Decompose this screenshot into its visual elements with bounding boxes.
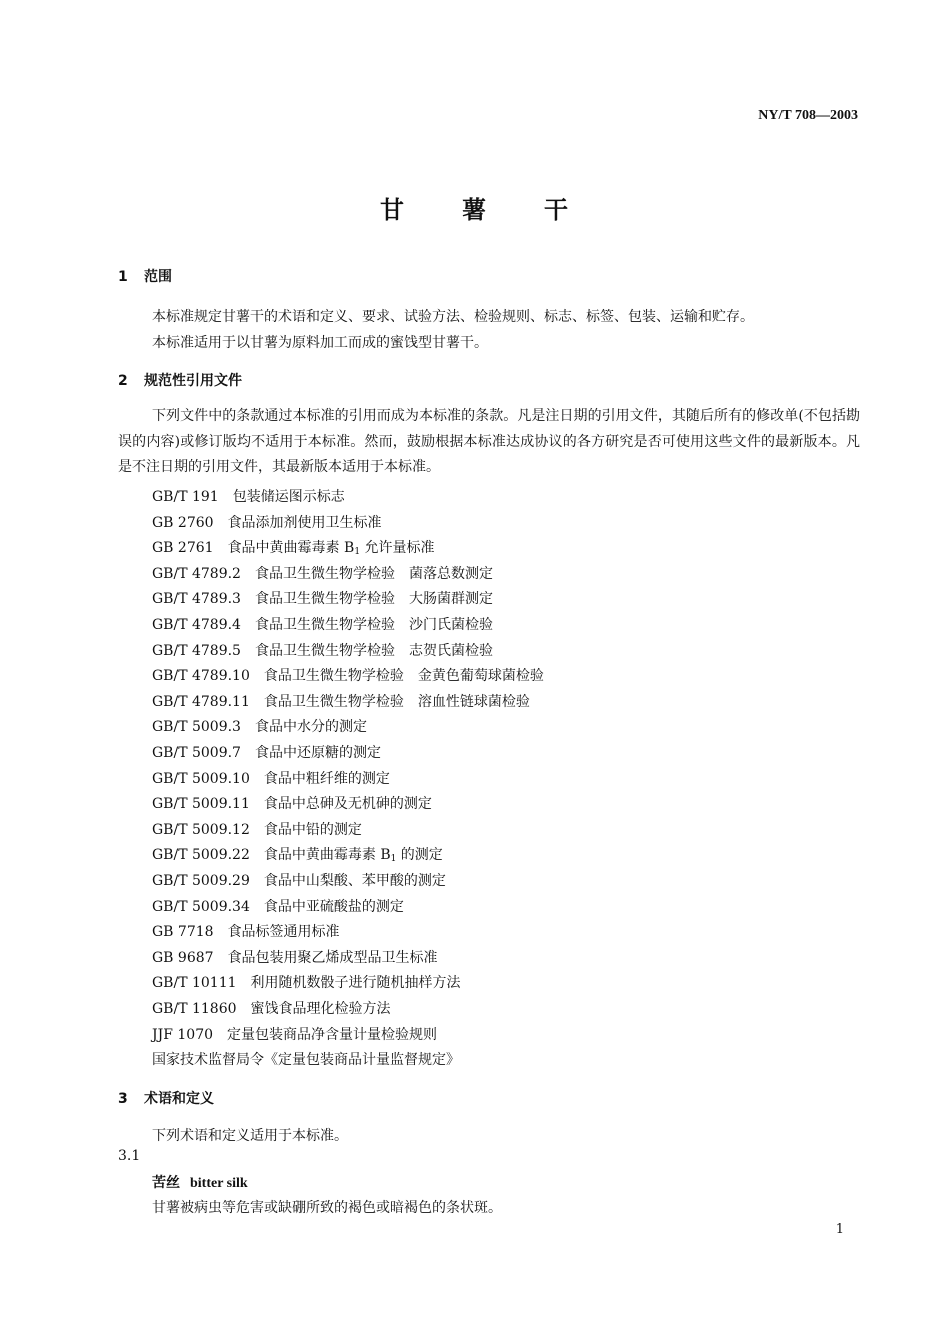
clause-number: 3.1 (118, 1148, 141, 1164)
reference-item (152, 563, 493, 583)
paragraph: 本标准适用于以甘薯为原料加工而成的蜜饯型甘薯干。 (152, 335, 488, 351)
subscript: 1 (354, 547, 361, 558)
term-definition: 甘薯被病虫等危害或缺硼所致的褐色或暗褐色的条状斑。 (152, 1200, 502, 1216)
standard-number: NY/T 708—2003 (758, 108, 858, 123)
section-title: 范围 (144, 269, 172, 285)
reference-item (152, 870, 446, 890)
reference-code: GB/T 5009.7 (152, 745, 241, 761)
reference-code: GB/T 5009.10 (152, 770, 250, 787)
reference-code: GB/T 11860 (152, 1001, 237, 1017)
reference-title: 食品中水分的测定 (254, 719, 367, 736)
reference-code: GB/T 4789.11 (152, 693, 250, 710)
paragraph: 本标准规定甘薯干的术语和定义、要求、试验方法、检验规则、标志、标签、包装、运输和贮存。 (152, 309, 754, 325)
reference-item (152, 768, 390, 788)
page-number: 1 (835, 1222, 844, 1237)
reference-code: GB/T 5009.34 (152, 898, 250, 915)
reference-title: 食品卫生微生物学检验 志贺氏菌检验 (254, 642, 493, 659)
reference-title: 国家技术监督局令《定量包装商品计量监督规定》 (152, 1052, 460, 1069)
title-char: 薯 (462, 195, 488, 224)
reference-item (152, 640, 493, 660)
reference-title: 包装储运图示标志 (232, 489, 345, 505)
reference-code: GB/T 5009.12 (152, 821, 250, 838)
title-char: 干 (544, 195, 570, 224)
term-heading (152, 1172, 248, 1192)
reference-title: 食品卫生微生物学检验 金黄色葡萄球菌检验 (263, 668, 544, 685)
reference-code: GB/T 5009.29 (152, 873, 250, 889)
reference-item (152, 1049, 460, 1069)
reference-code: GB/T 191 (152, 489, 219, 505)
document-title (0, 190, 950, 225)
section-2-heading (118, 370, 242, 390)
reference-code: GB/T 4789.5 (152, 642, 241, 659)
section-1-heading (118, 266, 172, 286)
section-title: 规范性引用文件 (144, 373, 242, 389)
reference-title: 食品包装用聚乙烯成型品卫生标准 (227, 949, 438, 966)
reference-code: GB 9687 (152, 949, 214, 966)
reference-item (152, 819, 362, 839)
reference-item (152, 691, 530, 711)
reference-code: GB/T 4789.4 (152, 617, 241, 633)
reference-title: 利用随机数骰子进行随机抽样方法 (250, 975, 461, 992)
reference-item (152, 844, 443, 864)
reference-title: 食品卫生微生物学检验 大肠菌群测定 (254, 591, 493, 608)
reference-item (152, 947, 438, 967)
section-number: 1 (118, 269, 128, 285)
reference-item (152, 512, 382, 532)
reference-code: GB 2761 (152, 540, 214, 557)
reference-title: 食品卫生微生物学检验 溶血性链球菌检验 (263, 693, 530, 710)
reference-title: 食品卫生微生物学检验 菌落总数测定 (254, 565, 493, 582)
reference-item (152, 1024, 437, 1044)
reference-code: GB 7718 (152, 924, 214, 941)
reference-item (152, 972, 461, 992)
reference-code: GB/T 5009.22 (152, 847, 250, 864)
reference-title: 定量包装商品净含量计量检验规则 (227, 1026, 438, 1043)
reference-title: 食品标签通用标准 (227, 924, 340, 941)
reference-code: GB/T 4789.3 (152, 591, 241, 608)
reference-title: 食品中粗纤维的测定 (263, 770, 390, 787)
reference-title: 食品中铅的测定 (263, 821, 362, 838)
reference-code: GB 2760 (152, 514, 214, 531)
reference-title: 食品中总砷及无机砷的测定 (263, 796, 432, 813)
reference-item (152, 486, 345, 506)
reference-title: 食品中还原糖的测定 (254, 745, 381, 761)
reference-code: GB/T 5009.11 (152, 796, 250, 813)
section-number: 3 (118, 1091, 128, 1107)
reference-title: 食品中亚硫酸盐的测定 (263, 898, 404, 915)
paragraph: 下列术语和定义适用于本标准。 (152, 1128, 348, 1144)
title-char: 甘 (380, 195, 406, 224)
reference-item (152, 716, 367, 736)
reference-item (152, 896, 404, 916)
reference-item (152, 537, 435, 557)
paragraph: 下列文件中的条款通过本标准的引用而成为本标准的条款。凡是注日期的引用文件，其随后所有的修改单(不包括勘误的内容)或修订版均不适用于本标准。然而，鼓励根据本标准达成协议的各方研究是否可使用这些文件的最新版本。凡是不注日期的引用文件，其最新版本适用于本标准。 (118, 408, 860, 475)
section-number: 2 (118, 373, 128, 389)
reference-code: GB/T 4789.2 (152, 565, 241, 582)
section-3-heading (118, 1088, 214, 1108)
reference-code: JJF 1070 (152, 1026, 214, 1043)
term-zh: 苦丝 (152, 1175, 180, 1191)
reference-code: GB/T 10111 (152, 975, 237, 992)
reference-title: 食品中黄曲霉毒素 B (263, 847, 391, 864)
reference-item (152, 588, 493, 608)
reference-code: GB/T 4789.10 (152, 668, 250, 685)
subscript: 1 (390, 854, 397, 865)
reference-code: GB/T 5009.3 (152, 719, 241, 736)
reference-title: 食品添加剂使用卫生标准 (227, 514, 382, 531)
reference-title: 食品中黄曲霉毒素 B (227, 540, 355, 557)
reference-item (152, 614, 493, 634)
reference-title: 蜜饯食品理化检验方法 (250, 1001, 391, 1017)
term-en: bitter silk (190, 1176, 248, 1191)
section-title: 术语和定义 (144, 1091, 214, 1107)
reference-title-suffix: 允许量标准 (360, 540, 435, 557)
reference-item (152, 998, 391, 1018)
reference-item (152, 665, 544, 685)
reference-item (152, 921, 340, 941)
reference-title: 食品中山梨酸、苯甲酸的测定 (263, 873, 446, 889)
reference-title-suffix: 的测定 (396, 847, 443, 864)
reference-title: 食品卫生微生物学检验 沙门氏菌检验 (254, 617, 493, 633)
reference-item (152, 742, 381, 762)
reference-item (152, 793, 432, 813)
